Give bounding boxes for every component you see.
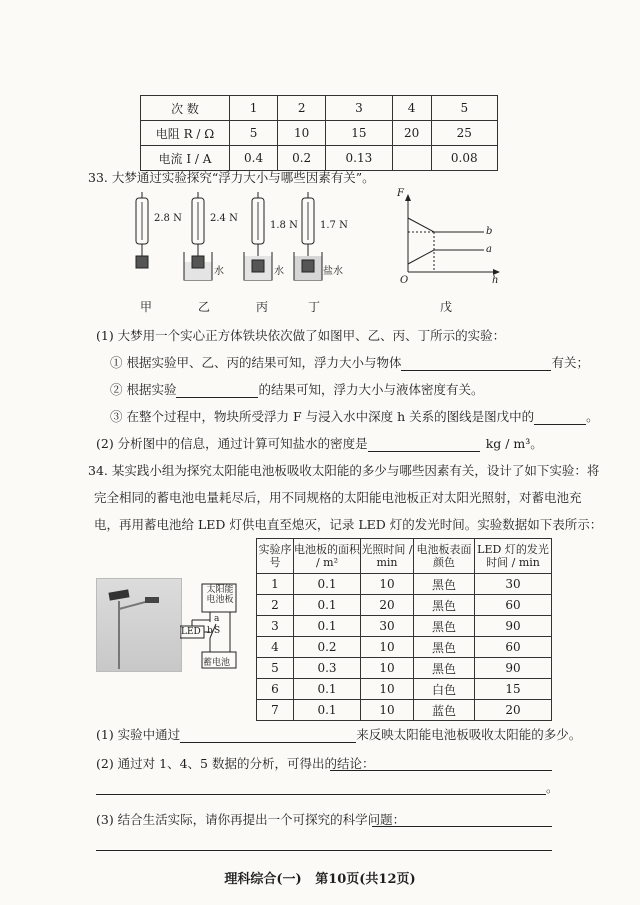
graph-x-label: h bbox=[492, 275, 499, 286]
table-row bbox=[257, 658, 552, 679]
table-header-row bbox=[257, 539, 552, 574]
header-cell: 电池板的面积 / m² bbox=[294, 539, 361, 574]
q33-part1-3: ③ 在整个过程中，物块所受浮力 F 与浸入水中深度 h 关系的图线是图戊中的 。 bbox=[110, 409, 599, 424]
row-label: 次 数 bbox=[141, 96, 230, 121]
table-row bbox=[141, 121, 498, 146]
panel-label: 太阳能电池板 bbox=[206, 585, 234, 605]
solar-panel-data-table bbox=[256, 538, 552, 721]
graph-y-label: F bbox=[397, 188, 404, 199]
table-cell: 0.1 bbox=[294, 700, 361, 721]
reading-3: 1.8 N bbox=[270, 220, 298, 231]
table-row bbox=[257, 679, 552, 700]
q34-part3: (3) 结合生活实际，请你再提出一个可探究的科学问题： bbox=[96, 812, 406, 827]
q33-part2: (2) 分析图中的信息，通过计算可知盐水的密度是 kg / m³。 bbox=[96, 436, 543, 451]
answer-line[interactable] bbox=[96, 794, 546, 795]
table-cell: 6 bbox=[257, 679, 294, 700]
table-cell: 4 bbox=[257, 637, 294, 658]
fig-label-yi: 乙 bbox=[198, 300, 211, 314]
table-cell: 黑色 bbox=[414, 595, 475, 616]
table-cell: 4 bbox=[392, 96, 431, 121]
q33-part1-1: ① 根据实验甲、乙、丙的结果可知，浮力大小与物体 有关； bbox=[110, 355, 589, 370]
table-cell: 0.1 bbox=[294, 574, 361, 595]
curve-a bbox=[408, 250, 484, 264]
table-row bbox=[141, 146, 498, 171]
table-cell: 90 bbox=[475, 616, 552, 637]
table-cell: 0.2 bbox=[294, 637, 361, 658]
table-cell: 黑色 bbox=[414, 637, 475, 658]
table-row bbox=[257, 595, 552, 616]
force-depth-graph bbox=[396, 192, 506, 284]
answer-blank[interactable] bbox=[176, 383, 258, 398]
table-cell: 10 bbox=[278, 121, 326, 146]
spring-scale-1 bbox=[136, 192, 148, 268]
table-cell: 0.4 bbox=[230, 146, 278, 171]
table-cell: 7 bbox=[257, 700, 294, 721]
table-cell: 0.2 bbox=[278, 146, 326, 171]
table-cell: 20 bbox=[475, 700, 552, 721]
table-cell: 5 bbox=[431, 96, 497, 121]
fig-label-ding: 丁 bbox=[308, 300, 321, 314]
table-cell: 蓝色 bbox=[414, 700, 475, 721]
table-cell: 3 bbox=[257, 616, 294, 637]
header-cell: LED 灯的发光时间 / min bbox=[475, 539, 552, 574]
liquid-label-3: 盐水 bbox=[323, 266, 343, 277]
liquid-label-2: 水 bbox=[274, 266, 284, 277]
table-cell: 20 bbox=[361, 595, 414, 616]
curve-label-b: b bbox=[486, 226, 493, 237]
solar-streetlight-photo bbox=[96, 578, 182, 672]
table-cell: 0.08 bbox=[431, 146, 497, 171]
page-footer: 理科综合(一) 第10页(共12页) bbox=[224, 872, 416, 887]
table-row bbox=[141, 96, 498, 121]
answer-blank[interactable] bbox=[180, 728, 356, 743]
table-cell: 20 bbox=[392, 121, 431, 146]
resistance-current-table bbox=[140, 95, 498, 171]
table-row bbox=[257, 700, 552, 721]
table-cell: 0.1 bbox=[294, 616, 361, 637]
table-cell: 1 bbox=[257, 574, 294, 595]
curve-b bbox=[408, 218, 484, 232]
table-cell: 2 bbox=[257, 595, 294, 616]
liquid-label-1: 水 bbox=[214, 266, 224, 277]
table-row bbox=[257, 637, 552, 658]
curve-label-a: a bbox=[486, 244, 492, 255]
table-cell: 60 bbox=[475, 595, 552, 616]
graph-origin: O bbox=[400, 275, 409, 286]
switch-label: S bbox=[214, 626, 221, 636]
table-cell bbox=[392, 146, 431, 171]
table-cell: 白色 bbox=[414, 679, 475, 700]
table-cell: 黑色 bbox=[414, 616, 475, 637]
header-cell: 电池板表面颜色 bbox=[414, 539, 475, 574]
answer-blank[interactable] bbox=[368, 437, 480, 452]
q33-part1: (1) 大梦用一个实心正方体铁块依次做了如图甲、乙、丙、丁所示的实验： bbox=[96, 328, 506, 343]
table-cell: 0.1 bbox=[294, 595, 361, 616]
table-cell: 10 bbox=[361, 574, 414, 595]
q34-line3: 电，再用蓄电池给 LED 灯供电直至熄灭，记录 LED 灯的发光时间。实验数据如下表所示： bbox=[94, 517, 603, 532]
answer-blank[interactable] bbox=[534, 410, 586, 425]
table-row bbox=[257, 616, 552, 637]
q34-part1: (1) 实验中通过 来反映太阳能电池板吸收太阳能的多少。 bbox=[96, 727, 582, 742]
table-cell: 10 bbox=[361, 700, 414, 721]
table-cell: 15 bbox=[475, 679, 552, 700]
table-cell: 0.1 bbox=[294, 679, 361, 700]
table-cell: 5 bbox=[257, 658, 294, 679]
fig-label-wu: 戊 bbox=[440, 300, 453, 314]
row-label: 电阻 R / Ω bbox=[141, 121, 230, 146]
battery-label: 蓄电池 bbox=[203, 658, 231, 668]
answer-line[interactable] bbox=[96, 850, 552, 851]
table-cell: 3 bbox=[326, 96, 392, 121]
reading-1: 2.8 N bbox=[154, 213, 182, 224]
q34-line1: 34. 某实践小组为探究太阳能电池板吸收太阳能的多少与哪些因素有关，设计了如下实验：将 bbox=[88, 463, 600, 478]
table-cell: 0.13 bbox=[326, 146, 392, 171]
table-cell: 10 bbox=[361, 679, 414, 700]
row-label: 电流 I / A bbox=[141, 146, 230, 171]
spring-scale-figures bbox=[120, 190, 340, 320]
table-row bbox=[257, 574, 552, 595]
q34-line2: 完全相同的蓄电池电量耗尽后，用不同规格的太阳能电池板正对太阳光照射，对蓄电池充 bbox=[94, 490, 582, 505]
table-cell: 黑色 bbox=[414, 574, 475, 595]
answer-blank[interactable] bbox=[401, 356, 551, 371]
table-cell: 1 bbox=[230, 96, 278, 121]
reading-2: 2.4 N bbox=[210, 213, 238, 224]
table-cell: 25 bbox=[431, 121, 497, 146]
header-cell: 实验序号 bbox=[257, 539, 294, 574]
answer-line[interactable] bbox=[372, 826, 552, 827]
q34-part2: (2) 通过对 1、4、5 数据的分析，可得出的结论： bbox=[96, 756, 375, 771]
q33-title: 33. 大梦通过实验探究“浮力大小与哪些因素有关”。 bbox=[88, 170, 375, 185]
terminal-a: a bbox=[214, 614, 220, 624]
answer-line[interactable] bbox=[330, 770, 552, 771]
spring-scale-3 bbox=[244, 192, 272, 280]
iron-block-1 bbox=[136, 256, 148, 268]
table-cell: 黑色 bbox=[414, 658, 475, 679]
q33-part1-2: ② 根据实验 的结果可知，浮力大小与液体密度有关。 bbox=[110, 382, 484, 397]
spring-scale-2 bbox=[184, 192, 212, 280]
table-cell: 15 bbox=[326, 121, 392, 146]
header-cell: 光照时间 / min bbox=[361, 539, 414, 574]
spring-scale-4 bbox=[294, 192, 322, 280]
period-mark: 。 bbox=[546, 780, 559, 795]
table-cell: 0.3 bbox=[294, 658, 361, 679]
led-label: LED bbox=[181, 627, 201, 637]
table-cell: 30 bbox=[475, 574, 552, 595]
terminal-b: b bbox=[207, 626, 213, 636]
table-cell: 2 bbox=[278, 96, 326, 121]
fig-label-jia: 甲 bbox=[140, 300, 153, 314]
table-cell: 10 bbox=[361, 658, 414, 679]
table-cell: 60 bbox=[475, 637, 552, 658]
table-cell: 30 bbox=[361, 616, 414, 637]
table-cell: 5 bbox=[230, 121, 278, 146]
table-cell: 90 bbox=[475, 658, 552, 679]
fig-label-bing: 丙 bbox=[256, 300, 269, 314]
table-cell: 10 bbox=[361, 637, 414, 658]
reading-4: 1.7 N bbox=[320, 220, 348, 231]
